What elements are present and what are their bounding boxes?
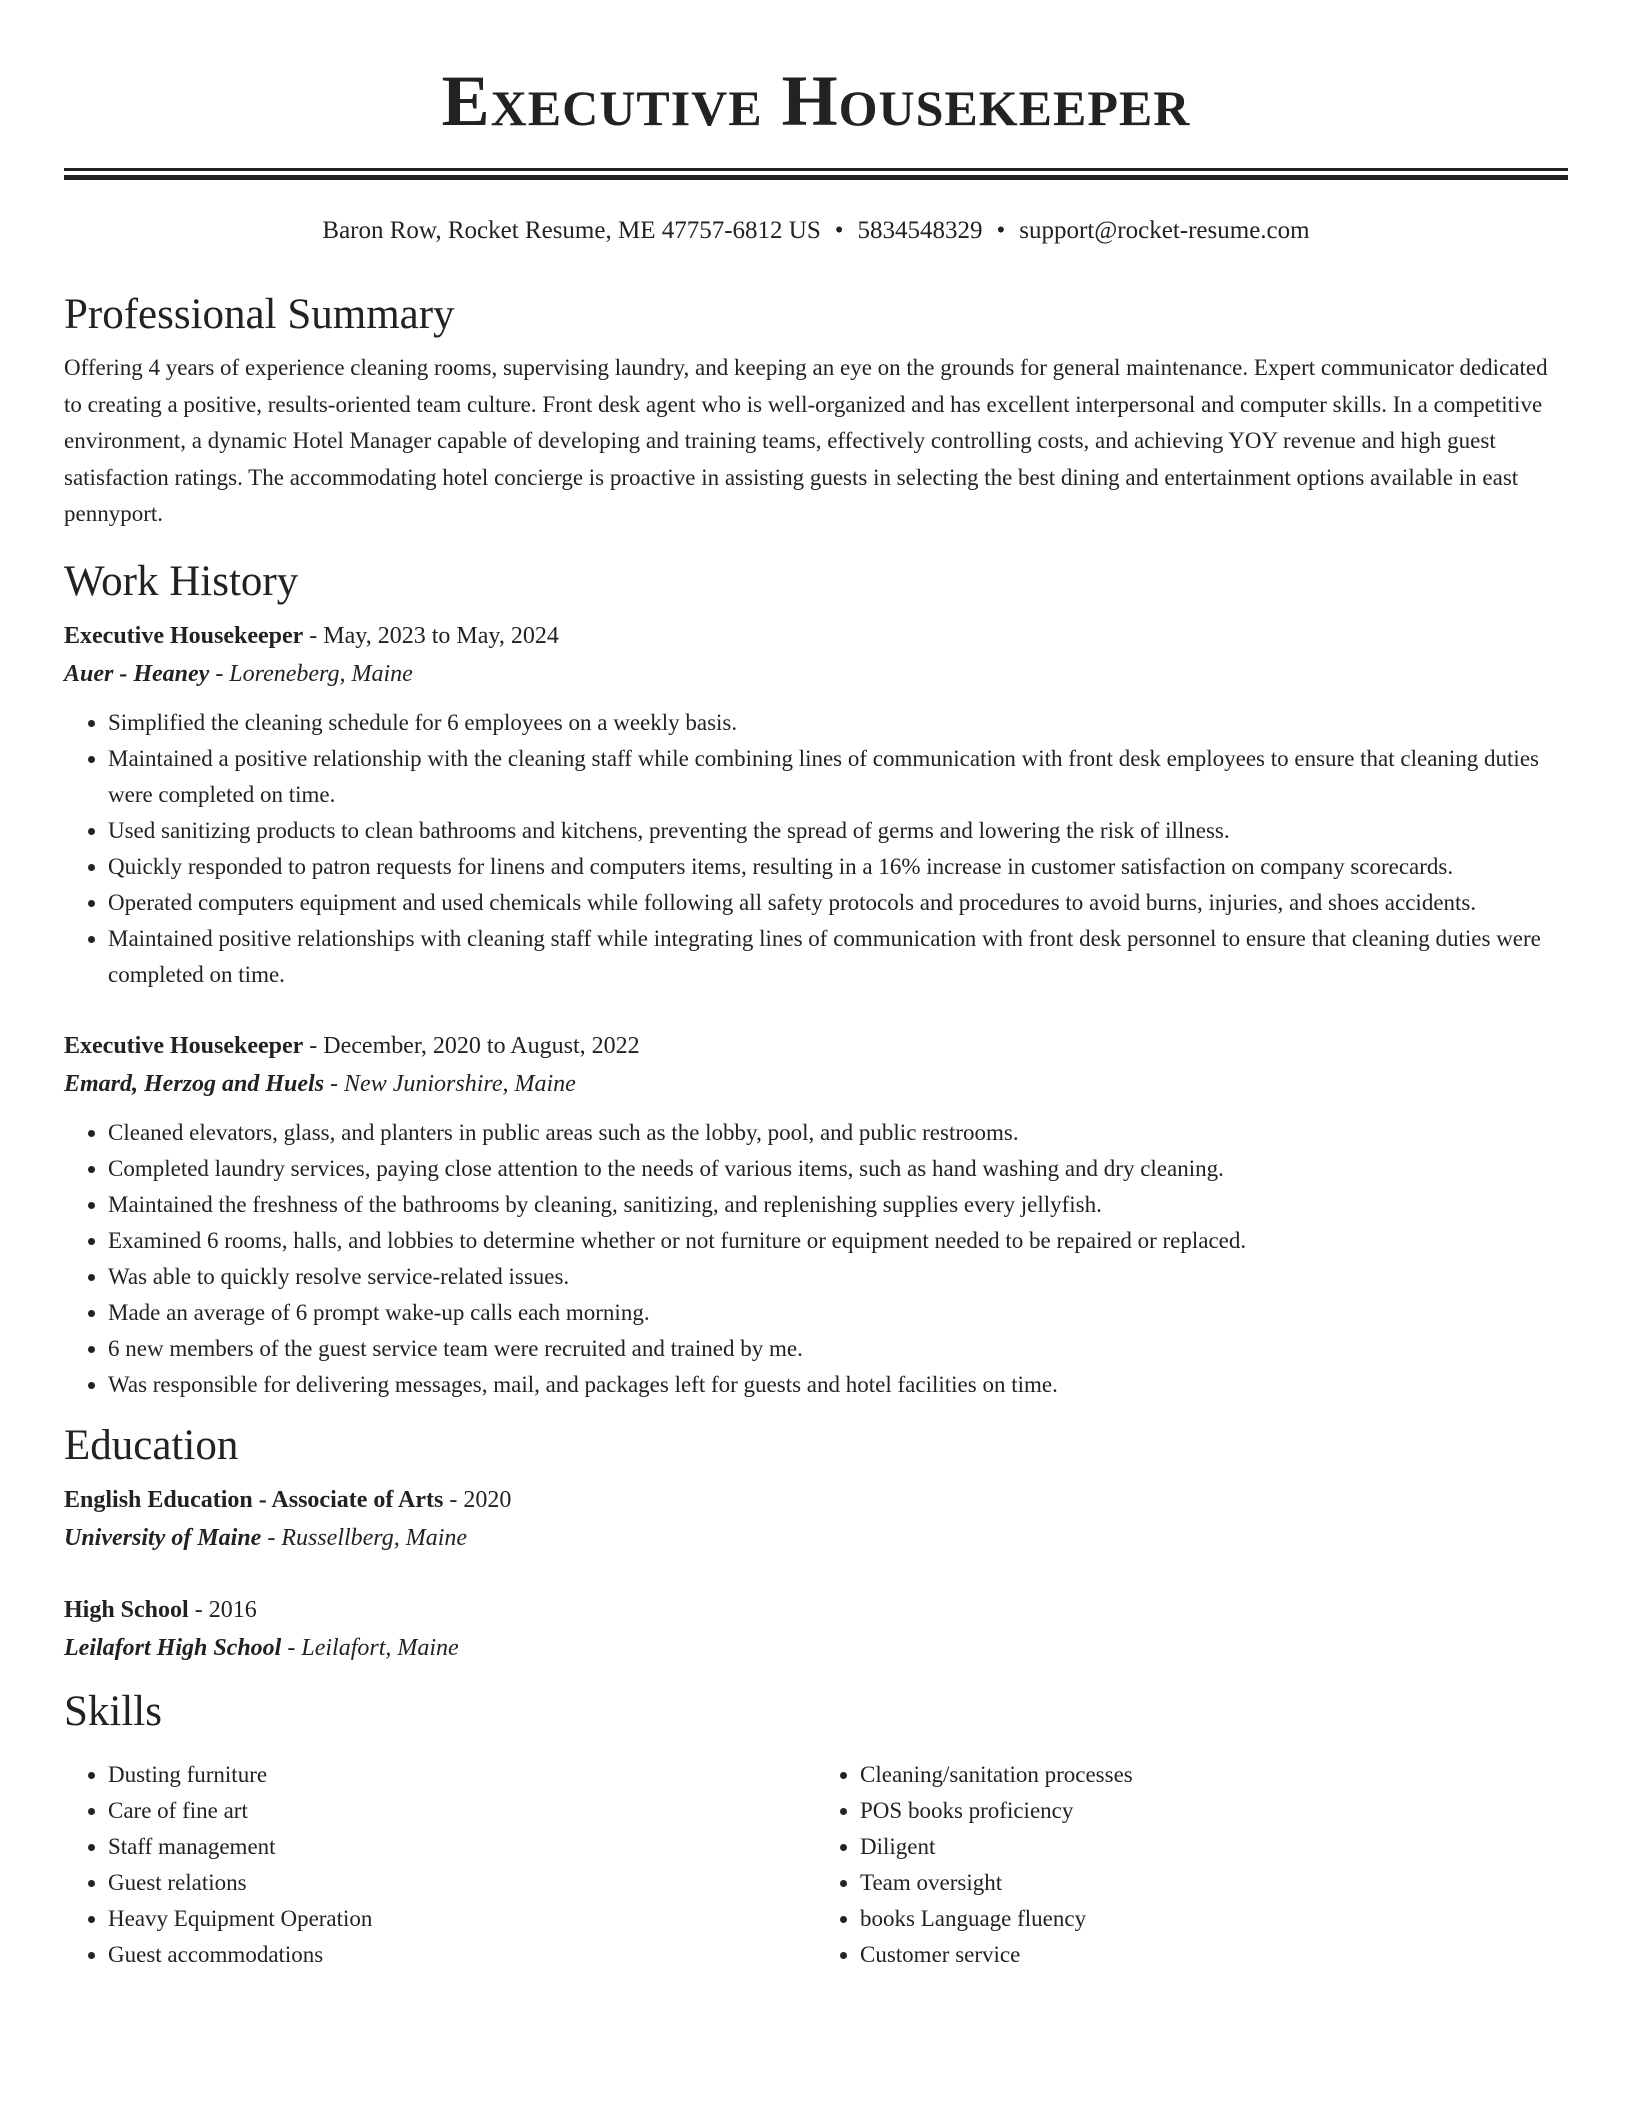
- job-title-line: [64, 617, 1568, 655]
- job-bullet: • Operated computers equipment and used chemicals while following all safety protocols and procedures to avoid burns, injuries, and shoes accidents.: [108, 885, 1568, 921]
- section-heading-work: Work History: [64, 557, 299, 605]
- education-entry: [64, 1481, 1568, 1557]
- skill-item: • Customer service: [860, 1937, 1568, 1973]
- school-line: [64, 1629, 1568, 1667]
- skill-item: • Care of fine art: [108, 1793, 816, 1829]
- skill-item: • POS books proficiency: [860, 1793, 1568, 1829]
- school-name: Leilafort High School: [64, 1634, 282, 1661]
- job-bullet: • Maintained the freshness of the bathrooms by cleaning, sanitizing, and replenishing supplies every jellyfish.: [108, 1187, 1568, 1223]
- school-location: - Leilafort, Maine: [281, 1634, 459, 1661]
- job-bullet: • Was responsible for delivering messages, mail, and packages left for guests and hotel facilities on time.: [108, 1367, 1568, 1403]
- skill-item: • Dusting furniture: [108, 1757, 816, 1793]
- degree-line: [64, 1481, 1568, 1519]
- job-bullet: • Maintained positive relationships with cleaning staff while integrating lines of communication with front desk personnel to ensure that cleaning duties were completed on time.: [108, 921, 1568, 993]
- skill-item: • Cleaning/sanitation processes: [860, 1757, 1568, 1793]
- resume-content: [64, 288, 1568, 1973]
- company-line: [64, 1065, 1568, 1103]
- summary-text: Offering 4 years of experience cleaning rooms, supervising laundry, and keeping an eye on the grounds for general maintenance. Expert communicator dedicated to creating a positive, results-oriented team culture. Front desk agent who is well-organized and has excellent interpersonal and computer skills. In a competitive environment, a dynamic Hotel Manager capable of developing and training teams, effectively controlling costs, and achieving YOY revenue and high guest satisfaction ratings. The accommodating hotel concierge is proactive in assisting guests in selecting the best dining and entertainment options available in east pennyport.: [64, 355, 1548, 526]
- section-heading-education: Education: [64, 1421, 239, 1469]
- skills-list-left: [64, 1757, 816, 1973]
- job-bullet: • Quickly responded to patron requests for linens and computers items, resulting in a 16% increase in customer satisfaction on company scorecards.: [108, 849, 1568, 885]
- contact-phone: 5834548329: [857, 217, 983, 244]
- job-bullet: • Simplified the cleaning schedule for 6 employees on a weekly basis.: [108, 705, 1568, 741]
- company-name: Emard, Herzog and Huels: [64, 1070, 325, 1097]
- job-title: Executive Housekeeper: [64, 622, 304, 649]
- school-name: University of Maine: [64, 1524, 262, 1551]
- company-line: [64, 655, 1568, 693]
- job-bullet: • Was able to quickly resolve service-related issues.: [108, 1259, 1568, 1295]
- bullet-separator: •: [834, 217, 844, 244]
- skill-item: • Team oversight: [860, 1865, 1568, 1901]
- job-dates: - December, 2020 to August, 2022: [303, 1032, 640, 1059]
- job-bullet: • Completed laundry services, paying close attention to the needs of various items, such as hand washing and dry cleaning.: [108, 1151, 1568, 1187]
- job-bullet: • 6 new members of the guest service team were recruited and trained by me.: [108, 1331, 1568, 1367]
- school-location: - Russellberg, Maine: [261, 1524, 468, 1551]
- contact-address: Baron Row, Rocket Resume, ME 47757-6812 US: [322, 217, 821, 244]
- job-dates: - May, 2023 to May, 2024: [303, 622, 559, 649]
- job-bullet: • Made an average of 6 prompt wake-up calls each morning.: [108, 1295, 1568, 1331]
- skill-item: • books Language fluency: [860, 1901, 1568, 1937]
- degree-line: [64, 1591, 1568, 1629]
- job-title-line: [64, 1027, 1568, 1065]
- skill-item: • Guest relations: [108, 1865, 816, 1901]
- job-bullets: [64, 1115, 1568, 1403]
- contact-email: support@rocket-resume.com: [1019, 217, 1310, 244]
- job-bullet: • Used sanitizing products to clean bathrooms and kitchens, preventing the spread of germs and lowering the risk of illness.: [108, 813, 1568, 849]
- header-divider-thin: [64, 168, 1568, 171]
- education-section: [64, 1419, 1568, 1667]
- section-heading-summary: Professional Summary: [64, 291, 455, 338]
- skills-section: [64, 1685, 1568, 1973]
- job-bullet: • Cleaned elevators, glass, and planters in public areas such as the lobby, pool, and public restrooms.: [108, 1115, 1568, 1151]
- bullet-separator: •: [996, 217, 1006, 244]
- job-bullets: [64, 705, 1568, 993]
- job-bullet: • Examined 6 rooms, halls, and lobbies to determine whether or not furniture or equipment needed to be repaired or replaced.: [108, 1223, 1568, 1259]
- section-heading-skills: Skills: [64, 1687, 162, 1735]
- job-entry: [64, 1027, 1568, 1403]
- job-bullet: • Maintained a positive relationship with the cleaning staff while combining lines of communication with front desk employees to ensure that cleaning duties were completed on time.: [108, 741, 1568, 813]
- contact-line: [64, 214, 1568, 248]
- school-line: [64, 1519, 1568, 1557]
- skill-item: • Staff management: [108, 1829, 816, 1865]
- summary-section: [64, 288, 1568, 533]
- header-divider-thick: [64, 175, 1568, 180]
- education-entry: [64, 1591, 1568, 1667]
- job-entry: [64, 617, 1568, 993]
- degree-name: English Education - Associate of Arts: [64, 1486, 444, 1513]
- company-name: Auer - Heaney: [64, 660, 210, 687]
- skill-item: • Guest accommodations: [108, 1937, 816, 1973]
- skill-item: • Heavy Equipment Operation: [108, 1901, 816, 1937]
- degree-year: - 2016: [188, 1596, 257, 1623]
- company-location: - Loreneberg, Maine: [209, 660, 413, 687]
- skill-item: • Diligent: [860, 1829, 1568, 1865]
- work-history-section: [64, 555, 1568, 1403]
- degree-name: High School: [64, 1596, 189, 1623]
- skills-columns: [64, 1747, 1568, 1973]
- skills-list-right: [816, 1757, 1568, 1973]
- resume-name: Executive Housekeeper: [441, 61, 1191, 141]
- degree-year: - 2020: [443, 1486, 512, 1513]
- job-title: Executive Housekeeper: [64, 1032, 304, 1059]
- company-location: - New Juniorshire, Maine: [324, 1070, 576, 1097]
